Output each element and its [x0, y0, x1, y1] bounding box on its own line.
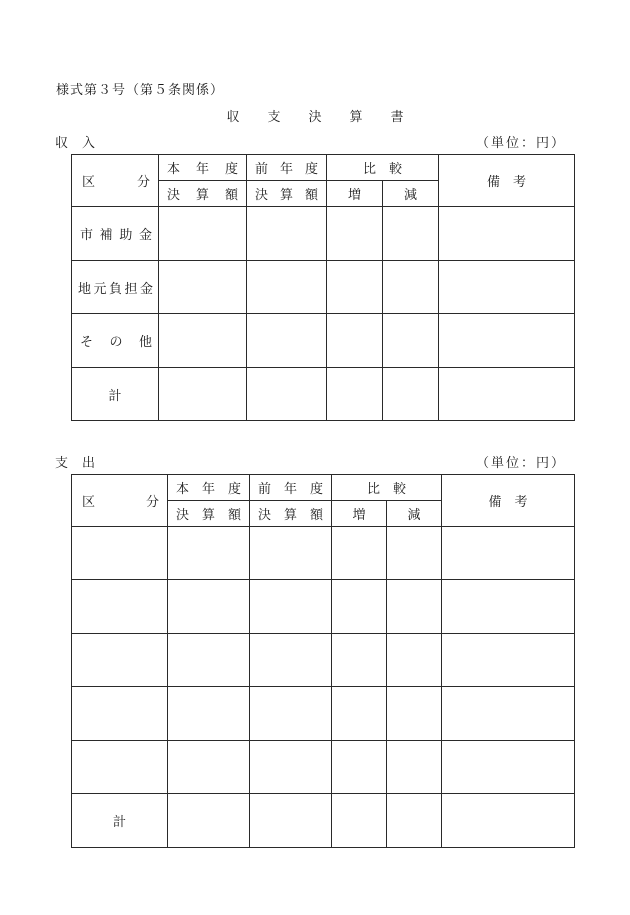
header-remarks: 備 考: [439, 155, 575, 207]
header-char: 前: [258, 482, 272, 497]
cell-increase[interactable]: [332, 527, 387, 580]
header-char: 額: [227, 508, 241, 523]
cell-decrease[interactable]: [387, 634, 442, 687]
table-row: [72, 634, 575, 687]
cell-increase[interactable]: [327, 207, 383, 261]
cell-remarks[interactable]: [439, 261, 575, 314]
cell-prev-amount[interactable]: [250, 634, 332, 687]
row-char: 市: [80, 228, 94, 243]
header-char: 年: [279, 162, 293, 177]
row-char: 負: [108, 281, 122, 297]
cell-decrease[interactable]: [387, 580, 442, 634]
cell-prev-amount[interactable]: [247, 314, 327, 368]
header-kubun: [72, 475, 168, 527]
header-increase: 増: [332, 501, 387, 527]
cell-increase[interactable]: [327, 261, 383, 314]
row-label-blank[interactable]: [72, 634, 168, 687]
form-number: 様式第３号（第５条関係）: [56, 83, 225, 98]
row-char: 補: [99, 228, 113, 243]
header-char: 年: [195, 162, 209, 177]
row-label-other: [72, 314, 159, 368]
row-label-blank[interactable]: [72, 527, 168, 580]
row-char: 助: [119, 228, 133, 243]
row-char: そ: [80, 335, 94, 350]
row-label-local-burden: [72, 261, 159, 314]
cell-remarks[interactable]: [439, 314, 575, 368]
header-prev-year: [247, 155, 327, 181]
cell-decrease[interactable]: [387, 741, 442, 794]
header-char: 決: [176, 508, 190, 523]
cell-increase[interactable]: [327, 368, 383, 421]
header-char: 算: [201, 508, 215, 523]
cell-remarks[interactable]: [442, 634, 575, 687]
header-prev-year: [250, 475, 332, 501]
cell-remarks[interactable]: [442, 687, 575, 741]
header-char: 額: [224, 188, 238, 203]
row-char: 地: [78, 281, 92, 297]
table-row-total: [72, 794, 575, 848]
cell-decrease[interactable]: [383, 314, 439, 368]
table-row: [72, 741, 575, 794]
row-label-blank[interactable]: [72, 741, 168, 794]
header-kubun-char: 分: [145, 495, 159, 510]
table-row: [72, 207, 575, 261]
expense-section-label: 支出: [55, 456, 110, 471]
cell-increase[interactable]: [332, 580, 387, 634]
cell-increase[interactable]: [332, 634, 387, 687]
header-decrease: 減: [383, 181, 439, 207]
cell-current-amount[interactable]: [168, 634, 250, 687]
header-char: 前: [255, 162, 269, 177]
header-char: 決: [258, 508, 272, 523]
header-current-year: [159, 155, 247, 181]
row-label-blank[interactable]: [72, 687, 168, 741]
cell-prev-amount[interactable]: [247, 207, 327, 261]
table-row: [72, 580, 575, 634]
row-char: 元: [93, 281, 107, 297]
header-char: 度: [309, 482, 323, 497]
row-char: の: [109, 335, 123, 350]
header-char: 本: [167, 162, 181, 177]
cell-decrease[interactable]: [383, 207, 439, 261]
header-char: 算: [283, 508, 297, 523]
cell-decrease[interactable]: [387, 794, 442, 848]
header-char: 決: [255, 188, 269, 203]
header-char: 年: [201, 482, 215, 497]
header-kubun-char: 区: [82, 175, 96, 190]
expense-unit-label: （単位：円）: [475, 456, 566, 471]
header-char: 額: [309, 508, 323, 523]
cell-current-amount[interactable]: [159, 314, 247, 368]
cell-increase[interactable]: [327, 314, 383, 368]
cell-current-amount[interactable]: [168, 687, 250, 741]
document-title: 収支決算書: [226, 110, 432, 125]
cell-current-amount[interactable]: [168, 580, 250, 634]
header-char: 度: [227, 482, 241, 497]
cell-prev-amount[interactable]: [250, 741, 332, 794]
table-row-total: [72, 368, 575, 421]
income-table: [71, 154, 575, 421]
table-row: [72, 527, 575, 580]
cell-current-amount[interactable]: [159, 261, 247, 314]
income-unit-label: （単位：円）: [475, 136, 566, 151]
cell-increase[interactable]: [332, 687, 387, 741]
expense-table: [71, 474, 575, 848]
header-increase: 増: [327, 181, 383, 207]
table-row: [72, 261, 575, 314]
row-label-total: 計: [72, 794, 168, 848]
row-label-blank[interactable]: [72, 580, 168, 634]
cell-prev-amount[interactable]: [250, 527, 332, 580]
header-char: 額: [304, 188, 318, 203]
cell-prev-amount[interactable]: [250, 687, 332, 741]
row-label-city-subsidy: [72, 207, 159, 261]
cell-prev-amount[interactable]: [250, 794, 332, 848]
header-kubun-char: 区: [82, 495, 96, 510]
cell-current-amount[interactable]: [159, 368, 247, 421]
row-char: 金: [138, 228, 152, 243]
cell-increase[interactable]: [332, 794, 387, 848]
cell-current-amount[interactable]: [159, 207, 247, 261]
cell-prev-amount[interactable]: [247, 261, 327, 314]
header-current-year: [168, 475, 250, 501]
header-char: 年: [283, 482, 297, 497]
header-char: 決: [167, 188, 181, 203]
row-char: 担: [124, 281, 138, 297]
cell-remarks[interactable]: [439, 368, 575, 421]
header-char: 算: [195, 188, 209, 203]
cell-remarks[interactable]: [442, 527, 575, 580]
header-current-settlement: [168, 501, 250, 527]
cell-decrease[interactable]: [387, 527, 442, 580]
header-current-settlement: [159, 181, 247, 207]
header-comparison: 比 較: [332, 475, 442, 501]
row-char: 他: [138, 335, 152, 350]
header-char: 算: [279, 188, 293, 203]
cell-remarks[interactable]: [442, 794, 575, 848]
header-char: 度: [304, 162, 318, 177]
cell-remarks[interactable]: [439, 207, 575, 261]
header-prev-settlement: [247, 181, 327, 207]
header-char: 度: [224, 162, 238, 177]
row-char: 金: [139, 281, 153, 297]
cell-decrease[interactable]: [387, 687, 442, 741]
cell-decrease[interactable]: [383, 261, 439, 314]
header-kubun: [72, 155, 159, 207]
cell-decrease[interactable]: [383, 368, 439, 421]
header-char: 本: [176, 482, 190, 497]
cell-increase[interactable]: [332, 741, 387, 794]
cell-remarks[interactable]: [442, 741, 575, 794]
income-section-label: 収入: [55, 136, 110, 151]
cell-prev-amount[interactable]: [247, 368, 327, 421]
header-decrease: 減: [387, 501, 442, 527]
cell-current-amount[interactable]: [168, 741, 250, 794]
cell-current-amount[interactable]: [168, 527, 250, 580]
table-row: [72, 687, 575, 741]
cell-prev-amount[interactable]: [250, 580, 332, 634]
header-kubun-char: 分: [136, 175, 150, 190]
header-comparison: 比 較: [327, 155, 439, 181]
cell-remarks[interactable]: [442, 580, 575, 634]
table-row: [72, 314, 575, 368]
header-prev-settlement: [250, 501, 332, 527]
row-label-total: 計: [72, 368, 159, 421]
cell-current-amount[interactable]: [168, 794, 250, 848]
header-remarks: 備 考: [442, 475, 575, 527]
